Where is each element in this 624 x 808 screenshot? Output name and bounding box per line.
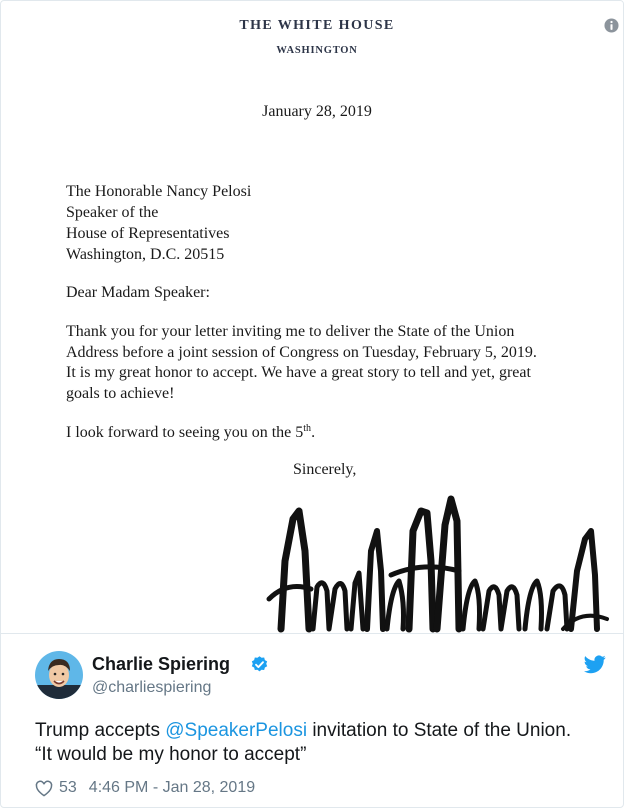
body-line: Address before a joint session of Congress on Tuesday, February 5, 2019. bbox=[66, 343, 537, 361]
address-line: The Honorable Nancy Pelosi bbox=[66, 183, 252, 200]
letter-closing bbox=[66, 424, 315, 442]
mention-link[interactable]: @SpeakerPelosi bbox=[165, 720, 308, 741]
tweet-text bbox=[35, 719, 615, 767]
address-line: House of Representatives bbox=[66, 225, 230, 242]
closing-text: I look forward to seeing you on the 5 bbox=[66, 424, 304, 441]
author-handle[interactable]: @charliespiering bbox=[92, 679, 212, 696]
tweet-text-prefix: Trump accepts bbox=[35, 720, 166, 741]
verified-badge-icon bbox=[250, 655, 269, 674]
section-divider bbox=[1, 633, 624, 634]
letterhead-subtitle: WASHINGTON bbox=[276, 45, 358, 56]
signature-image bbox=[263, 491, 613, 633]
letter-salutation: Dear Madam Speaker: bbox=[66, 284, 210, 301]
twitter-bird-icon[interactable] bbox=[584, 655, 606, 674]
letter-date: January 28, 2019 bbox=[262, 103, 372, 120]
body-line: goals to achieve! bbox=[66, 384, 175, 402]
closing-ordinal: th bbox=[303, 423, 312, 434]
letter-image[interactable] bbox=[9, 1, 624, 633]
tweet-timestamp[interactable]: 4:46 PM - Jan 28, 2019 bbox=[88, 779, 256, 796]
body-line: It is my great honor to accept. We have a great story to tell and yet, great bbox=[66, 364, 531, 381]
tweet-text-suffix: invitation to State of the Union. bbox=[307, 720, 572, 741]
address-line: Speaker of the bbox=[66, 204, 159, 221]
like-count[interactable]: 53 bbox=[59, 779, 77, 796]
avatar[interactable] bbox=[35, 651, 83, 699]
letter-address bbox=[66, 181, 251, 265]
closing-period: . bbox=[311, 424, 316, 441]
tweet-line: “It would be my honor to accept” bbox=[35, 744, 307, 765]
letter-body bbox=[66, 322, 606, 404]
heart-icon[interactable] bbox=[35, 780, 53, 797]
address-line: Washington, D.C. 20515 bbox=[66, 246, 225, 263]
author-name[interactable]: Charlie Spiering bbox=[92, 654, 231, 674]
body-line: Thank you for your letter inviting me to deliver the State of the Union bbox=[66, 323, 515, 340]
letter-signoff: Sincerely, bbox=[293, 461, 357, 478]
tweet-meta bbox=[35, 777, 255, 799]
tweet-line bbox=[35, 719, 615, 743]
letterhead-title: THE WHITE HOUSE bbox=[239, 18, 395, 33]
